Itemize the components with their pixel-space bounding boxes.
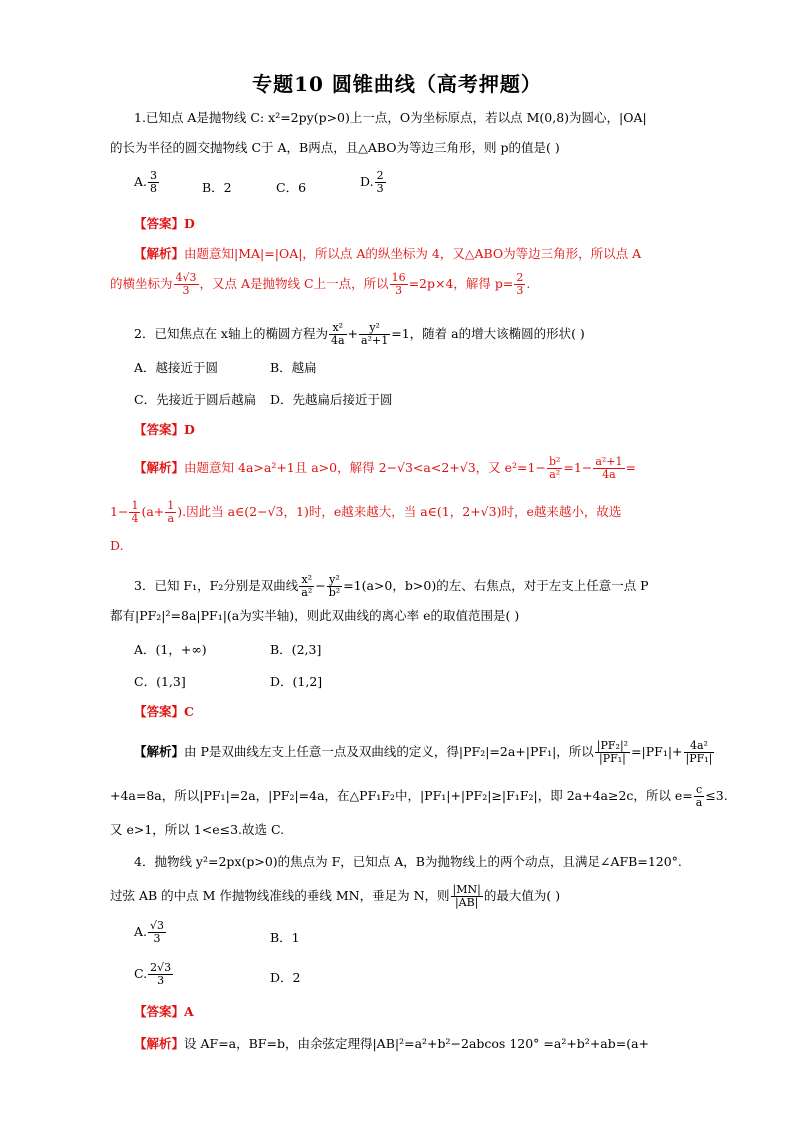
q3-stem-line2: 都有|PF₂|²=8a|PF₁|(a为实半轴)，则此双曲线的离心率 e的取值范围是( ) <box>110 608 520 623</box>
q3-analysis-line3: 又 e>1，所以 1<e≤3.故选 C. <box>110 822 285 837</box>
q2-answer: 【答案】D <box>134 422 195 437</box>
q1-option-a: A. $\frac{3}{8}$ <box>134 169 158 195</box>
q4-answer: 【答案】A <box>134 1004 194 1019</box>
q4-stem-line1: 4．抛物线 y²=2px(p>0)的焦点为 F，已知点 A，B为抛物线上的两个动点，且满足∠AFB=120°. <box>134 854 682 869</box>
q2-option-d: D．先越扁后接近于圆 <box>270 392 393 407</box>
q4-option-d: D．2 <box>270 970 301 985</box>
q3-analysis-line2: +4a=8a，所以|PF₁|=2a，|PF₂|=4a，在△PF₁F₂中，|PF₁|+|PF₂|≥|F₁F₂|，即 2a+4a≥2c，所以 e= $\frac{c}{a}$ ≤3. <box>110 783 728 809</box>
q1-analysis-line1: 【解析】由题意知|MA|=|OA|，所以点 A的纵坐标为 4，又△ABO为等边三角形，所以点 A <box>134 246 642 261</box>
q3-stem-line1: 3．已知 F₁，F₂分别是双曲线 $\frac{\text{x²}}{\text{a²}}$ − $\frac{\text{y²}}{\text{b²}}$ =1(a>0，b>0)的左、右焦点，对于左支上任意一点 P <box>134 573 649 599</box>
q1-analysis-line2: 的横坐标为 $\frac{4√3}{3}$ ，又点 A是抛物线 C上一点，所以 $\frac{16}{3}$ =2p×4，解得 p= $\frac{2}{3}$ . <box>110 271 531 297</box>
q2-analysis-line1: 【解析】由题意知 4a>a²+1且 a>0，解得 2−√3<a<2+√3，又 e²=1− $\frac{\text{b²}}{\text{a²}}$ =1− $\frac{\text{a²+1}}{4a}$ = <box>134 455 636 481</box>
q1-option-d: D. $\frac{2}{3}$ <box>360 169 384 195</box>
q1-stem-line2: 的长为半径的圆交抛物线 C于 A，B两点，且△ABO为等边三角形，则 p的值是( ) <box>110 140 560 155</box>
q1-option-b: B．2 <box>202 180 232 195</box>
q1-stem-line1: 1.已知点 A是抛物线 C: x²=2py(p>0)上一点，O为坐标原点，若以点 M(0,8)为圆心，|OA| <box>134 110 647 125</box>
q4-analysis-line1: 【解析】设 AF=a，BF=b，由余弦定理得|AB|²=a²+b²−2abcos 120° =a²+b²+ab=(a+ <box>134 1036 650 1051</box>
q3-answer: 【答案】C <box>134 704 194 719</box>
q2-option-c: C．先接近于圆后越扁 <box>134 392 257 407</box>
q1-option-c: C．6 <box>276 180 307 195</box>
q2-option-b: B．越扁 <box>270 360 317 375</box>
q3-option-a: A．(1，+∞) <box>134 642 207 657</box>
q3-analysis-line1: 【解析】由 P是双曲线左支上任意一点及双曲线的定义，得|PF₂|=2a+|PF₁|，所以 $\frac{\text{|PF₂|²}}{\text{|PF₁|}}$ =|PF₁|+ $\frac{\text{4a²}}{\text{|PF₁|}}$ <box>134 739 713 765</box>
q2-analysis-line2: 1− $\frac{1}{4}$ (a+ $\frac{1}{a}$ ).因此当 a∈(2−√3，1)时，e越来越大，当 a∈(1，2+√3)时，e越来越小，故选 <box>110 499 622 525</box>
q4-stem-line2: 过弦 AB 的中点 M 作抛物线准线的垂线 MN，垂足为 N，则 $\frac{|MN|}{|AB|}$ 的最大值为( ) <box>110 883 561 909</box>
q4-option-a: A. $\frac{√3}{3}$ <box>134 919 165 945</box>
page-title: 专题10 圆锥曲线（高考押题） <box>252 72 542 96</box>
q1-answer: 【答案】D <box>134 216 195 231</box>
q4-option-c: C. $\frac{2√3}{3}$ <box>134 961 172 987</box>
q3-option-d: D．(1,2] <box>270 674 323 689</box>
q3-option-c: C．(1,3] <box>134 674 186 689</box>
q3-option-b: B．(2,3] <box>270 642 322 657</box>
q2-analysis-line3: D. <box>110 538 124 553</box>
q2-option-a: A．越接近于圆 <box>134 360 219 375</box>
q4-option-b: B．1 <box>270 930 300 945</box>
q2-stem: 2．已知焦点在 x轴上的椭圆方程为 $\frac{\text{x²}}{4a}$ + $\frac{\text{y²}}{\text{a²+1}}$ =1，随着 a的增大该椭圆的形状( ) <box>134 321 585 347</box>
